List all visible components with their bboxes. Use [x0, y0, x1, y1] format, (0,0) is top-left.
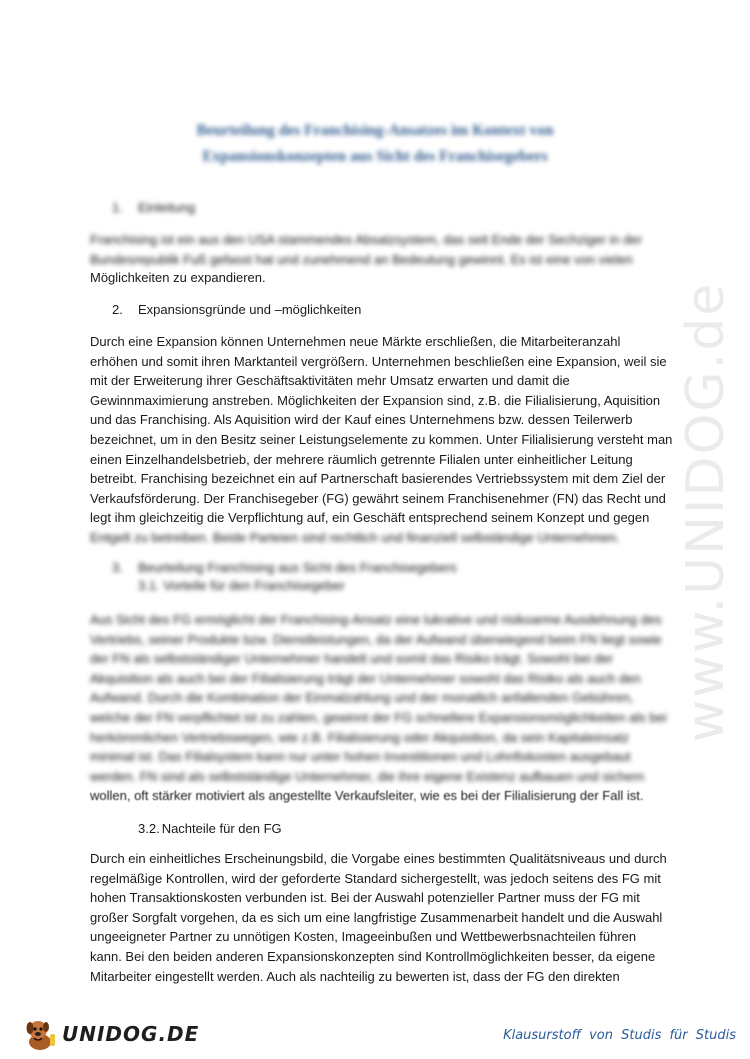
- logo-text: UNIDOG.DE: [62, 1022, 200, 1046]
- section-2-line-1: Durch eine Expansion können Unternehmen neue Märkte erschließen, die Mitarbeiteranzahl: [90, 334, 621, 349]
- section-1-paragraph: [90, 230, 665, 288]
- section-2-line-6: bezeichnet, um in den Besitz seiner Leistungselemente zu kommen. Unter Filialisierung versteht man: [90, 431, 673, 447]
- section-2-number: 2.: [112, 302, 123, 317]
- section-2-line-9: Verkaufsförderung. Der Franchisegeber (FG) gewährt seinem Franchisenehmer (FN) das Recht und: [90, 490, 666, 506]
- section-2-line-11: Entgelt zu betreiben. Beide Parteien sind rechtlich und finanziell selbständige Unternehmen.: [90, 529, 620, 545]
- section-3-1-line-1: Aus Sicht des FG ermöglicht der Franchising-Ansatz eine lukrative und risikoarme Ausdehnung des: [90, 612, 662, 627]
- title-line-1: Beurteilung des Franchising-Ansatzes im Kontext von: [196, 122, 554, 139]
- section-2-line-5: und das Franchising. Als Aquisition wird der Kauf eines Unternehmens bzw. dessen Teilerwerb: [90, 412, 633, 428]
- section-2-line-2: erhöhen und somit ihren Marktanteil vergrößern. Unternehmen beschließen eine Expansion, weil sie: [90, 353, 667, 369]
- section-2-title: Expansionsgründe und –möglichkeiten: [138, 302, 362, 317]
- unidog-logo[interactable]: [22, 1014, 199, 1054]
- section-3-1-paragraph: [90, 610, 665, 806]
- section-3-2-heading: [138, 820, 282, 838]
- section-3-2-line-3: hohen Transaktionskosten verbunden ist. Bei der Auswahl potenzieller Partner muss der FG mit: [90, 890, 640, 906]
- section-1-line-2: Bundesrepublik Fuß gefasst hat und zunehmend an Bedeutung gewinnt. Es ist eine von vielen: [90, 251, 633, 267]
- section-3-1-line-7: herkömmlichen Vertriebswegen, wie z.B. Filialisierung oder Akquisition, da sein Kapitaleinsatz: [90, 729, 630, 745]
- section-3-1-line-3: der FN als selbstständiger Unternehmer handelt und somit das Risiko trägt. Sowohl bei der: [90, 651, 614, 667]
- watermark-text: www.UNIDOG.de: [676, 281, 736, 743]
- section-3-2-line-4: großer Sorgfalt vorgehen, da es sich um eine langfristige Zusammenarbeit handelt und die Auswahl: [90, 909, 663, 925]
- title-line-2: Expansionskonzepten aus Sicht des Franchisegebers: [202, 148, 548, 165]
- section-2-line-4: Gewinnmaximierung anstreben. Möglichkeiten der Expansion sind, z.B. die Filialisierung, Aquisition: [90, 392, 661, 408]
- section-1-number: 1.: [112, 200, 123, 215]
- section-1-line-1: Franchising ist ein aus den USA stammendes Absatzsystem, das seit Ende der Sechziger in der: [90, 232, 643, 247]
- section-3-1-line-2: Vertriebs, seiner Produkte bzw. Dienstleistungen, da der Aufwand überwiegend beim FN liegt sowie: [90, 631, 662, 647]
- section-3-2-line-5: ungeeigneter Partner zu unnötigen Kosten, Imageeinbußen und Wettbewerbsnachteilen führen: [90, 929, 637, 945]
- section-3-1-line-9: werden. FN sind als selbstständige Unternehmer, die ihre eigene Existenz aufbauen und sichern: [90, 768, 645, 784]
- section-3-number: 3.: [112, 560, 123, 575]
- section-3-heading: [112, 559, 457, 577]
- document-title: [120, 118, 630, 170]
- dog-mascot-icon: [22, 1016, 58, 1052]
- section-3-1-line-8: minimal ist. Das Filialsystem kann nur unter hohen Investitionen und Lohnfixkosten ausgebaut: [90, 749, 631, 765]
- section-1-title: Einleitung: [138, 200, 196, 215]
- section-2-heading: [112, 301, 361, 319]
- section-3-1-line-4: Akquisition als auch bei der Filialisierung trägt der Unternehmer sowohl das Risiko als auch den: [90, 670, 641, 686]
- footer-tagline: Klausurstoff von Studis für Studis: [503, 1028, 736, 1043]
- section-3-2-line-2: regelmäßige Kontrollen, wird der geforderte Standard sichergestellt, was jedoch seitens des FG mit: [90, 870, 661, 886]
- section-1-heading: [112, 199, 195, 217]
- section-2-line-10: legt ihm gleichzeitig die Verpflichtung auf, ein Geschäft entsprechend seinem Konzept und gegen: [90, 510, 650, 526]
- section-2-paragraph: [90, 332, 673, 548]
- watermark: [676, 281, 736, 743]
- section-2-line-7: einen Einzelhandelsbetrieb, der mehrere räumlich getrennte Filialen unter einheitlicher Leitung: [90, 451, 633, 467]
- section-3-1-line-5: Aufwand. Durch die Kombination der Einmalzahlung und der monatlich anfallenden Gebühren,: [90, 690, 634, 706]
- section-3-1-heading: 3.1. Vorteile für den Franchisegeber: [138, 578, 345, 593]
- section-2-line-8: betreibt. Franchising bezeichnet ein auf Partnerschaft basierendes Vertriebssystem mit dem Ziel der: [90, 471, 666, 487]
- section-3-title: Beurteilung Franchising aus Sicht des Franchisegebers: [138, 560, 457, 575]
- section-3-2-paragraph: [90, 849, 665, 986]
- section-3-2-number: 3.2.: [138, 821, 160, 836]
- section-3-2-line-6: kann. Bei den beiden anderen Expansionskonzepten sind Kontrollmöglichkeiten besser, da eigene: [90, 948, 656, 964]
- section-3-2-line-7: Mitarbeiter eingestellt werden. Auch als nachteilig zu bewerten ist, dass der FG den direkten: [90, 968, 620, 984]
- section-1-line-3: Möglichkeiten zu expandieren.: [90, 270, 266, 286]
- section-2-line-3: mit der Erweiterung ihrer Geschäftsaktivitäten mehr Umsatz erwarten und damit die: [90, 373, 570, 389]
- section-3-1-line-6: welche der FN verpflichtet ist zu zahlen, gewinnt der FG schnellere Expansionsmöglichkeiten als bei: [90, 709, 667, 725]
- section-3-1-line-10: wollen, oft stärker motiviert als angestellte Verkaufsleiter, wie es bei der Filialisierung der Fall ist.: [90, 788, 644, 804]
- section-3-2-title: Nachteile für den FG: [161, 821, 282, 836]
- section-3-2-line-1: Durch ein einheitliches Erscheinungsbild, die Vorgabe eines bestimmten Qualitätsniveaus und durch: [90, 851, 667, 866]
